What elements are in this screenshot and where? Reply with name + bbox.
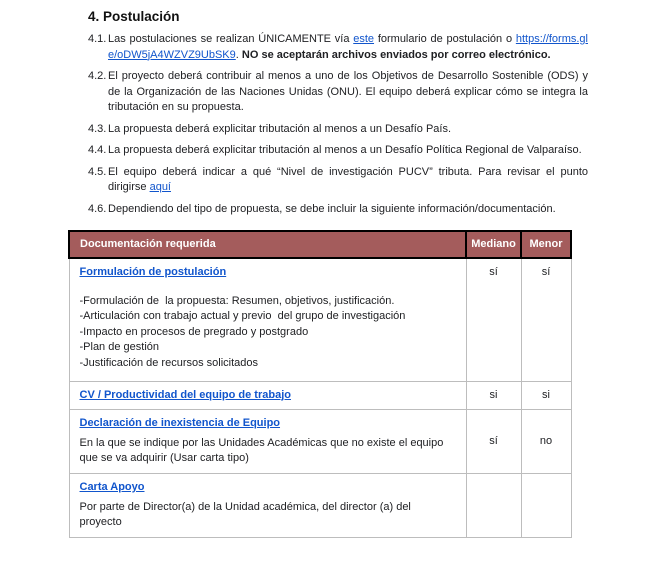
item-text: La propuesta deberá explicitar tributación al menos a un Desafío Política Regional de Valparaíso. xyxy=(108,144,582,156)
menor-value: si xyxy=(521,381,571,410)
item-text-bold: NO se aceptarán archivos enviados por correo electrónico. xyxy=(241,48,551,61)
detail-line: -Plan de gestión xyxy=(79,341,159,353)
item-text: La propuesta deberá explicitar tributación al menos a un Desafío País. xyxy=(108,122,452,135)
item-text: El equipo deberá indicar a qué “Nivel de investigación PUCV” tributa. Para revisar el punto dirigirse xyxy=(108,165,588,193)
item-number: 4.2. xyxy=(88,70,107,82)
mediano-value: sí xyxy=(466,258,521,381)
link-formulacion-de-postulacion[interactable]: Formulación de postulación xyxy=(79,266,227,278)
detail-line: -Impacto en procesos de pregrado y postgrado xyxy=(79,325,309,338)
item-text: formulario de postulación o xyxy=(374,33,516,45)
numbered-list xyxy=(68,32,588,217)
table-row-declaracion-inexistencia xyxy=(69,410,571,474)
link-cv-productividad[interactable]: CV / Productividad del equipo de trabajo xyxy=(79,388,291,401)
table-row-formulacion xyxy=(69,258,571,381)
section-title: 4. Postulación xyxy=(88,9,180,24)
item-text: . xyxy=(235,48,242,61)
doc-cell xyxy=(69,410,466,474)
detail-line: -Articulación con trabajo actual y previo del grupo de investigación xyxy=(79,310,406,322)
item-text: Las postulaciones se realizan ÚNICAMENTE vía xyxy=(108,33,354,45)
menor-value: sí xyxy=(521,258,571,381)
item-number: 4.1. xyxy=(88,33,107,45)
link-este-formulario[interactable]: este xyxy=(353,33,375,45)
mediano-value: si xyxy=(466,381,521,410)
mediano-value: sí xyxy=(466,410,521,474)
col-header-documentacion-requerida: Documentación requerida xyxy=(69,231,466,258)
table-row-cv-productividad xyxy=(69,381,571,410)
list-item-4-4 xyxy=(68,143,588,159)
doc-cell xyxy=(69,474,466,538)
list-item-4-6 xyxy=(68,202,588,218)
link-aqui[interactable]: aquí xyxy=(149,181,171,193)
item-number: 4.5. xyxy=(88,165,107,178)
doc-cell xyxy=(69,258,466,381)
item-number: 4.3. xyxy=(88,122,107,135)
link-forms-url[interactable]: https://forms.gle/oDW5jA4WZVZ9UbSK9 xyxy=(108,33,588,61)
list-item-4-3 xyxy=(68,122,588,138)
link-declaracion-inexistencia[interactable]: Declaración de inexistencia de Equipo xyxy=(79,417,281,429)
detail-list xyxy=(80,294,456,372)
detail-line: -Justificación de recursos solicitados xyxy=(79,356,259,369)
cell-description: Por parte de Director(a) de la Unidad académica, del director (a) del proyecto xyxy=(79,500,414,528)
menor-value xyxy=(521,474,571,538)
item-number: 4.6. xyxy=(88,202,107,215)
menor-value: no xyxy=(521,410,571,474)
cell-description: En la que se indique por las Unidades Académicas que no existe el equipo que se va adquirir (Usar carta tipo) xyxy=(79,436,447,464)
col-header-mediano: Mediano xyxy=(466,231,521,258)
item-text: Dependiendo del tipo de propuesta, se debe incluir la siguiente información/documentación. xyxy=(108,202,556,215)
link-carta-apoyo[interactable]: Carta Apoyo xyxy=(79,481,145,493)
list-item-4-2 xyxy=(68,69,588,116)
doc-cell xyxy=(69,381,466,410)
mediano-value xyxy=(466,474,521,538)
table-row-carta-apoyo xyxy=(69,474,571,538)
item-number: 4.4. xyxy=(88,144,107,156)
list-item-4-1 xyxy=(68,32,588,63)
table-header-row xyxy=(69,231,571,258)
documentation-table xyxy=(68,230,572,538)
col-header-menor: Menor xyxy=(521,231,571,258)
item-text: El proyecto deberá contribuir al menos a uno de los Objetivos de Desarrollo Sostenible (ODS) y de la Organización de las Naciones Unidas (ONU). El equipo deberá explicar cómo se integra la tributación en su propuesta. xyxy=(108,70,588,113)
list-item-4-5 xyxy=(68,165,588,196)
detail-line: -Formulación de la propuesta: Resumen, objetivos, justificación. xyxy=(79,294,395,307)
